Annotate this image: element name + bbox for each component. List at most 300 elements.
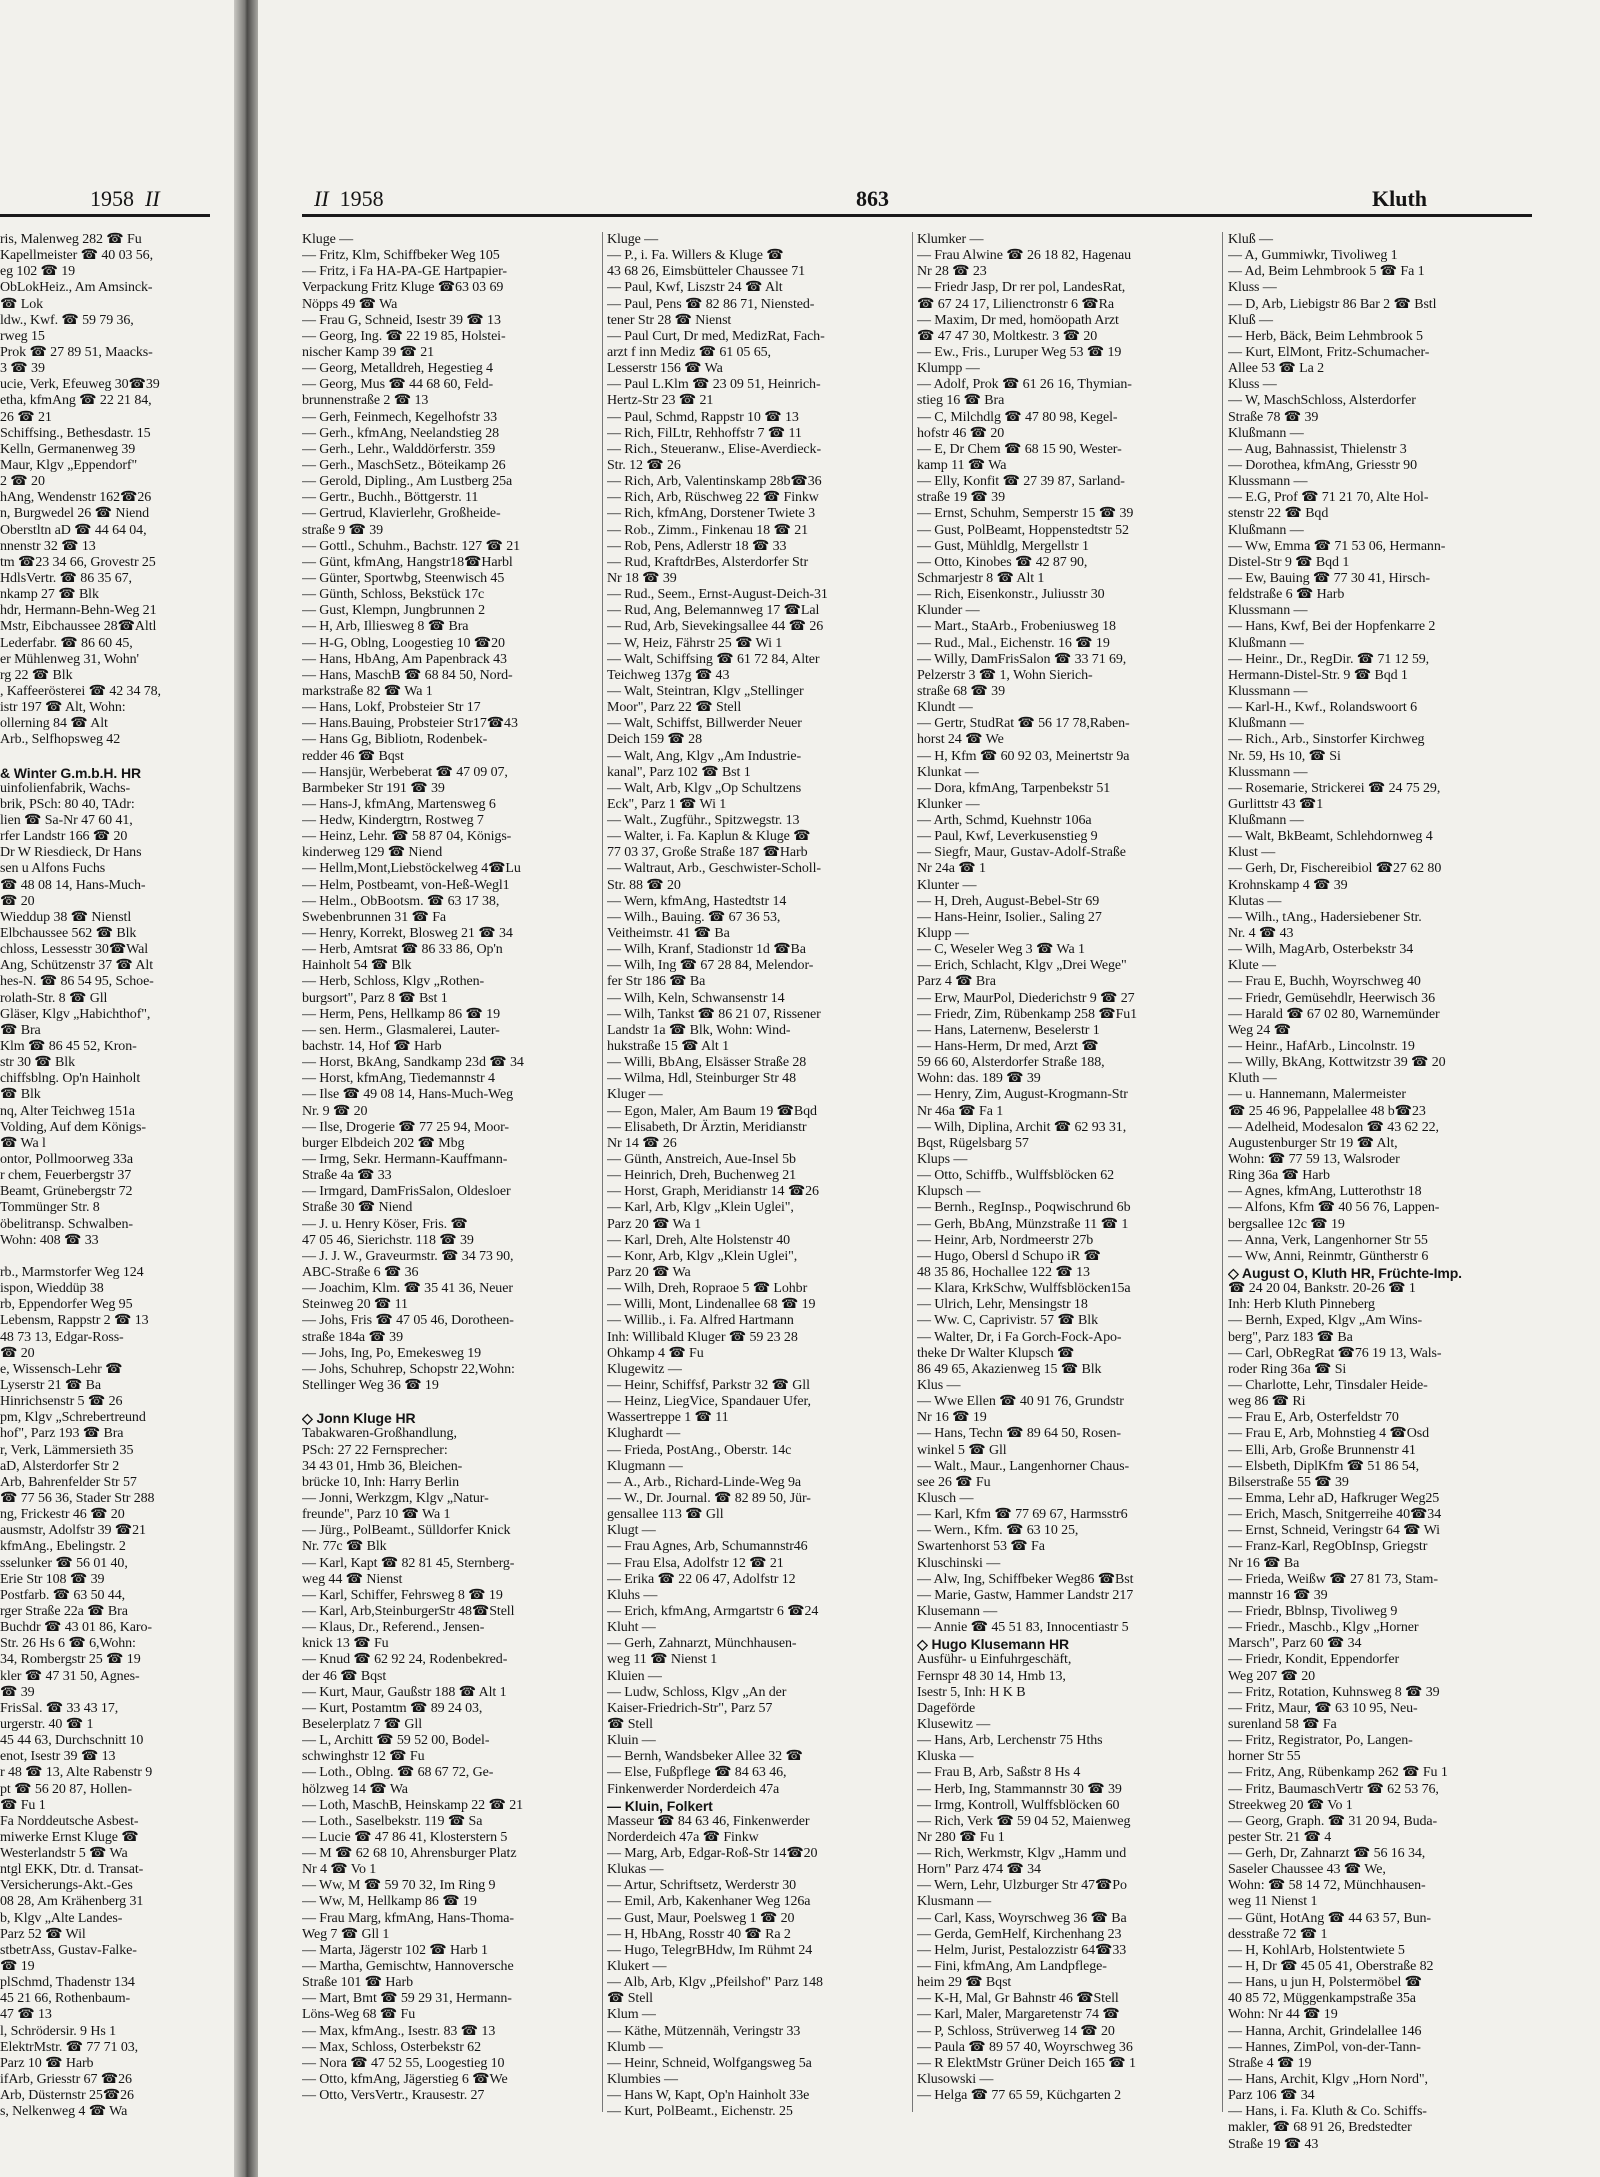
directory-entry-line: Kluhs — (607, 1587, 658, 1603)
directory-entry-line: Inh: Herb Kluth Pinneberg (1228, 1297, 1375, 1313)
directory-entry-line: — Klara, KrkSchw, Wulffsblöcken15a (917, 1281, 1131, 1297)
directory-entry-line: Mstr, Eibchaussee 28☎Altl (0, 619, 157, 635)
directory-entry-line: — Anna, Verk, Langenhorner Str 55 (1228, 1232, 1428, 1248)
directory-entry-line: — Arth, Schmd, Kuehnstr 106a (917, 813, 1092, 829)
left-column-text (0, 232, 228, 2120)
directory-entry-line: Klute — (1228, 958, 1276, 974)
book-gutter (234, 0, 258, 2177)
directory-entry-line: Teichweg 137g ☎ 43 (607, 667, 730, 683)
directory-entry-line: Ang, Schützenstr 37 ☎ Alt (0, 958, 153, 974)
directory-entry-line: r 48 ☎ 13, Alte Rabenstr 9 (0, 1765, 153, 1781)
directory-entry-line: Tabakwaren-Großhandlung, (302, 1426, 457, 1442)
directory-entry-line: ☎ 25 46 96, Pappelallee 48 b☎23 (1228, 1103, 1426, 1119)
directory-entry-line: — Wern., Kfm. ☎ 63 10 25, (917, 1523, 1079, 1539)
directory-entry-line: — Herb, Bäck, Beim Lehmbrook 5 (1228, 328, 1423, 344)
directory-entry-line: hdr, Hermann-Behn-Weg 21 (0, 603, 157, 619)
directory-entry-line: ☎ Stell (607, 1991, 653, 2007)
directory-entry-line: — Rud., Seem., Ernst-August-Deich-31 (607, 587, 828, 603)
directory-entry-line: ollerning 84 ☎ Alt (0, 716, 108, 732)
directory-entry-line: Wohn: das. 189 ☎ 39 (917, 1071, 1041, 1087)
directory-column-1 (302, 232, 598, 2104)
directory-entry-line: — Alfons, Kfm ☎ 40 56 76, Lappen- (1228, 1200, 1440, 1216)
directory-entry-line: str 30 ☎ Blk (0, 1055, 75, 1071)
directory-entry-line: Gurlittstr 43 ☎1 (1228, 796, 1324, 812)
directory-entry-line: Klumbies — (607, 2072, 678, 2088)
directory-entry-line: — Georg, Ing. ☎ 22 19 85, Holstei- (302, 328, 506, 344)
directory-entry-line: rb., Marmstorfer Weg 124 (0, 1265, 144, 1280)
directory-entry-line: — Heinz, LiegVice, Spandauer Ufer, (607, 1394, 811, 1410)
directory-entry-line: — J. u. Henry Köser, Fris. ☎ (302, 1216, 468, 1232)
directory-entry-line: — C, Milchdlg ☎ 47 80 98, Kegel- (917, 409, 1118, 425)
directory-entry-line: e, Wissensch-Lehr ☎ (0, 1361, 123, 1377)
directory-entry-line: pester Str. 21 ☎ 4 (1228, 1829, 1332, 1845)
directory-entry-line: ElektrMstr. ☎ 77 71 03, (0, 2039, 139, 2055)
directory-entry-line: Klunder — (917, 603, 980, 619)
directory-entry-line: Wassertreppe 1 ☎ 11 (607, 1410, 729, 1426)
directory-entry-line: Weg 7 ☎ Gll 1 (302, 1926, 390, 1942)
directory-entry-line: Kluht — (607, 1620, 656, 1636)
directory-entry-line: Maur, Klgv „Eppendorf" (0, 457, 138, 473)
directory-entry-line: — Jürg., PolBeamt., Sülldorfer Knick (302, 1523, 511, 1539)
directory-entry-line: Klußmann — (1228, 716, 1304, 732)
directory-entry-line: kfmAng., Ebelingstr. 2 (0, 1539, 126, 1555)
directory-entry-line (302, 1394, 598, 1410)
directory-entry-line: — Frau Alwine ☎ 26 18 82, Hagenau (917, 248, 1131, 264)
directory-entry-line: Klups — (917, 1152, 968, 1168)
directory-entry-line: — Georg, Metalldreh, Hegestieg 4 (302, 361, 493, 377)
directory-entry-line: er Mühlenweg 31, Wohn' (0, 651, 139, 667)
directory-entry-line: — Rich, FilLtr, Rehhoffstr 7 ☎ 11 (607, 425, 802, 441)
directory-entry-line: — L, Architt ☎ 59 52 00, Bodel- (302, 1733, 490, 1749)
directory-entry-line: — Joachim, Klm. ☎ 35 41 36, Neuer (302, 1281, 513, 1297)
directory-entry-line: Klupsch — (917, 1184, 981, 1200)
directory-entry-line: s, Nelkenweg 4 ☎ Wa (0, 2104, 128, 2120)
directory-entry-line: Nr 16 ☎ Ba (1228, 1555, 1300, 1571)
directory-entry-line: sselunker ☎ 56 01 40, (0, 1555, 128, 1571)
directory-entry-line: — Gust, Maur, Poelsweg 1 ☎ 20 (607, 1910, 795, 1926)
directory-entry-line: — Fritz, i Fa HA-PA-GE Hartpapier- (302, 264, 507, 280)
directory-entry-line: r, Verk, Lämmersieth 35 (0, 1442, 134, 1458)
directory-column-2 (607, 232, 907, 2120)
directory-entry-line: — Frau E, Arb, Osterfeldstr 70 (1228, 1410, 1399, 1426)
directory-entry-line: — Fritz, Registrator, Po, Langen- (1228, 1733, 1413, 1749)
directory-entry-line: Beselerplatz 7 ☎ Gll (302, 1716, 423, 1732)
directory-entry-line: Klumpp — (917, 361, 980, 377)
directory-entry-line: — Rich, Verk ☎ 59 04 52, Maienweg (917, 1813, 1131, 1829)
directory-entry-line: — Hans, Lokf, Probsteier Str 17 (302, 700, 481, 716)
directory-entry-line: — Jonni, Werkzgm, Klgv „Natur- (302, 1490, 489, 1506)
directory-entry-line: — Walt., Zugführ., Spitzwegstr. 13 (607, 813, 800, 829)
directory-entry-line: fer Str 186 ☎ Ba (607, 974, 706, 990)
directory-entry-line: — W, Heiz, Fährstr 25 ☎ Wi 1 (607, 635, 783, 651)
directory-entry-line: — Rich, Werkmstr, Klgv „Hamm und (917, 1846, 1127, 1862)
directory-entry-line: hes-N. ☎ 86 54 95, Schoe- (0, 974, 154, 990)
directory-entry-line: nkamp 27 ☎ Blk (0, 587, 99, 603)
directory-entry-line: — Wilh, MagArb, Osterbekstr 34 (1228, 942, 1414, 958)
directory-entry-line: Eck", Parz 1 ☎ Wi 1 (607, 796, 727, 812)
directory-entry-line: Krohnskamp 4 ☎ 39 (1228, 877, 1348, 893)
directory-entry-line: — Wilh, Keln, Schwansenstr 14 (607, 990, 785, 1006)
directory-entry-line: Kapellmeister ☎ 40 03 56, (0, 248, 153, 264)
directory-entry-line: Klunter — (917, 877, 977, 893)
directory-entry-line: ☎ 20 (0, 1345, 35, 1361)
directory-entry-line: — Gust, Mühldlg, Mergellstr 1 (917, 538, 1089, 554)
directory-entry-line: Allee 53 ☎ La 2 (1228, 361, 1325, 377)
directory-entry-line: — Frau E, Arb, Mohnstieg 4 ☎Osd (1228, 1426, 1430, 1442)
directory-entry-line: Moor", Parz 22 ☎ Stell (607, 700, 742, 716)
directory-entry-line: 43 68 26, Eimsbütteler Chaussee 71 (607, 264, 806, 280)
right-volume: II (314, 186, 329, 211)
directory-entry-line: FrisSal. ☎ 33 43 17, (0, 1700, 119, 1716)
directory-entry-line: nq, Alter Teichweg 151a (0, 1103, 135, 1119)
directory-entry-line (0, 1249, 228, 1265)
directory-entry-line: Weg 207 ☎ 20 (1228, 1668, 1316, 1684)
directory-entry-line: — Walt, Steintran, Klgv „Stellinger (607, 683, 804, 699)
directory-entry-line: Tommünger Str. 8 (0, 1200, 100, 1216)
directory-entry-line: — Gerh, Feinmech, Kegelhofstr 33 (302, 409, 498, 425)
directory-entry-line: Masseur ☎ 84 63 46, Finkenwerder (607, 1813, 810, 1829)
directory-entry-line: — Karl-H., Kwf., Rolandswoort 6 (1228, 700, 1417, 716)
directory-entry-line: — E.G, Prof ☎ 71 21 70, Alte Hol- (1228, 490, 1429, 506)
directory-entry-line: — Walt, Schiffst, Billwerder Neuer (607, 716, 802, 732)
directory-entry-line: 48 35 86, Hochallee 122 ☎ 13 (917, 1265, 1090, 1280)
directory-entry-line: Norderdeich 47a ☎ Finkw (607, 1829, 759, 1845)
directory-entry-line: — Gust, PolBeamt, Hoppenstedtstr 52 (917, 522, 1129, 538)
directory-entry-line: winkel 5 ☎ Gll (917, 1442, 1007, 1458)
directory-entry-line: ☎ 20 (0, 893, 35, 909)
directory-entry-line: — Paula ☎ 89 57 40, Woyrschweg 36 (917, 2039, 1133, 2055)
directory-entry-line: Lesserstr 156 ☎ Wa (607, 361, 723, 377)
directory-entry-line: ng, Frickestr 46 ☎ 20 (0, 1507, 125, 1523)
directory-entry-line: — Paul L.Klm ☎ 23 09 51, Heinrich- (607, 377, 821, 393)
directory-entry-line: Klugewitz — (607, 1361, 682, 1377)
directory-entry-line: — Walt, Arb, Klgv „Op Schultzens (607, 780, 802, 796)
directory-entry-line: — Karl, Arb,SteinburgerStr 48☎Stell (302, 1603, 515, 1619)
directory-entry-line: — Hedw, Kindergtrn, Rostweg 7 (302, 813, 484, 829)
directory-entry-line: Ausführ- u Einfuhrgeschäft, (917, 1652, 1072, 1668)
directory-entry-line: chloss, Lessesstr 30☎Wal (0, 942, 149, 958)
directory-entry-line: etha, kfmAng ☎ 22 21 84, (0, 393, 152, 409)
directory-entry-line: — Wilh., Bauing. ☎ 67 36 53, (607, 909, 781, 925)
directory-entry-line: — Rich, Arb, Rüschweg 22 ☎ Finkw (607, 490, 819, 506)
directory-entry-line: Kluien — (607, 1668, 662, 1684)
directory-entry-line: — A, Gummiwkr, Tivoliweg 1 (1228, 248, 1398, 264)
directory-entry-line: 40 85 72, Müggenkampstraße 35a (1228, 1991, 1416, 2007)
directory-entry-line: tener Str 28 ☎ Nienst (607, 312, 732, 328)
directory-entry-line: — Erw, MaurPol, Diederichstr 9 ☎ 27 (917, 990, 1135, 1006)
directory-entry-line: — Siegfr, Maur, Gustav-Adolf-Straße (917, 845, 1126, 861)
directory-entry-line: — Helm, Postbeamt, von-Heß-Wegl1 (302, 877, 510, 893)
directory-entry-line: — Heinr., HafArb., Lincolnstr. 19 (1228, 1039, 1415, 1055)
directory-entry-line: Klussmann — (1228, 603, 1308, 619)
directory-entry-line: — Dorothea, kfmAng, Griesstr 90 (1228, 457, 1417, 473)
directory-entry-line: — Hans, MaschB ☎ 68 84 50, Nord- (302, 667, 513, 683)
directory-entry-line: — Friedr, Bblnsp, Tivoliweg 9 (1228, 1603, 1398, 1619)
directory-entry-line: Hermann-Distel-Str. 9 ☎ Bqd 1 (1228, 667, 1408, 683)
directory-entry-line: — Friedr, Kondit, Eppendorfer (1228, 1652, 1400, 1668)
directory-entry-line: 45 21 66, Rothenbaum- (0, 1991, 131, 2007)
directory-entry-line: miwerke Ernst Kluge ☎ (0, 1829, 139, 1845)
directory-entry-line: Versicherungs-Akt.-Ges (0, 1878, 133, 1894)
directory-entry-line: Klukas — (607, 1862, 664, 1878)
directory-entry-line: weg 11 ☎ Nienst 1 (607, 1652, 718, 1668)
directory-entry-line: Elbchaussee 562 ☎ Blk (0, 926, 137, 942)
directory-entry-line: — Rud, Arb, Sievekingsallee 44 ☎ 26 (607, 619, 824, 635)
directory-entry-line: — Willy, BkAng, Kottwitzstr 39 ☎ 20 (1228, 1055, 1446, 1071)
directory-entry-line: — C, Weseler Weg 3 ☎ Wa 1 (917, 942, 1085, 958)
directory-entry-line: — Marta, Jägerstr 102 ☎ Harb 1 (302, 1942, 488, 1958)
directory-entry-line: Parz 4 ☎ Bra (917, 974, 996, 990)
directory-entry-line: — H, Kfm ☎ 60 92 03, Meinertstr 9a (917, 748, 1130, 764)
directory-entry-line: redder 46 ☎ Bqst (302, 748, 404, 764)
directory-entry-line: — Walter, i. Fa. Kaplun & Kluge ☎ (607, 829, 811, 845)
directory-entry-line: Löns-Weg 68 ☎ Fu (302, 2007, 416, 2023)
directory-entry-line: — Rob, Pens, Adlerstr 18 ☎ 33 (607, 538, 787, 554)
directory-entry-line: Schmarjestr 8 ☎ Alt 1 (917, 570, 1045, 586)
directory-entry-line: ◇ August O, Kluth HR, Früchte-Imp. (1228, 1265, 1462, 1281)
directory-entry-line: — Ludw, Schloss, Klgv „An der (607, 1684, 787, 1700)
directory-entry-line: Postfarb. ☎ 63 50 44, (0, 1587, 126, 1603)
directory-entry-line: — Paul, Schmd, Rappstr 10 ☎ 13 (607, 409, 799, 425)
directory-entry-line: — Helm., ObBootsm. ☎ 63 17 38, (302, 893, 500, 909)
directory-entry-line: — Günth, Anstreich, Aue-Insel 5b (607, 1152, 796, 1168)
directory-entry-line: — Helm, Jurist, Pestalozzistr 64☎33 (917, 1942, 1127, 1958)
directory-entry-line: Swebenbrunnen 31 ☎ Fa (302, 909, 447, 925)
directory-entry-line: — Hans, u jun H, Polstermöbel ☎ (1228, 1975, 1422, 1991)
directory-entry-line: Klussmann — (1228, 474, 1308, 490)
directory-entry-line: theke Dr Walter Klupsch ☎ (917, 1345, 1075, 1361)
directory-entry-line (0, 749, 228, 765)
directory-entry-line: — Fritz, Rotation, Kuhnsweg 8 ☎ 39 (1228, 1684, 1440, 1700)
directory-entry-line: Klukert — (607, 1959, 667, 1975)
directory-entry-line: — Karl, Arb, Klgv „Klein Uglei", (607, 1200, 794, 1216)
directory-entry-line: — Knud ☎ 62 92 24, Rodenbekred- (302, 1652, 508, 1668)
directory-entry-line: — Gertr., Buchh., Böttgerstr. 11 (302, 490, 479, 506)
directory-entry-line: — Herm, Pens, Hellkamp 86 ☎ 19 (302, 1006, 500, 1022)
directory-entry-line: nnenstr 32 ☎ 13 (0, 538, 96, 554)
directory-entry-line: 2 ☎ 20 (0, 474, 45, 490)
column-divider (1222, 232, 1223, 2112)
directory-entry-line: Landstr 1a ☎ Blk, Wohn: Wind- (607, 1022, 791, 1038)
directory-entry-line: Kluge — (607, 232, 659, 247)
directory-entry-line: Kaiser-Friedrich-Str", Parz 57 (607, 1700, 773, 1716)
directory-entry-line: Parz 52 ☎ Wil (0, 1926, 86, 1942)
right-page-header-left (314, 186, 384, 212)
directory-entry-line: — Mart., StaArb., Frobeniusweg 18 (917, 619, 1116, 635)
directory-entry-line: — Max, Schloss, Osterbekstr 62 (302, 2039, 481, 2055)
directory-entry-line: Dr W Riesdieck, Dr Hans (0, 845, 142, 861)
directory-entry-line: Barmbeker Str 191 ☎ 39 (302, 780, 445, 796)
directory-entry-line: — Adelheid, Modesalon ☎ 43 62 22, (1228, 1119, 1439, 1135)
directory-entry-line: ABC-Straße 6 ☎ 36 (302, 1265, 419, 1280)
directory-entry-line: — Max, kfmAng., Isestr. 83 ☎ 13 (302, 2023, 496, 2039)
directory-entry-line: Inh: Willibald Kluger ☎ 59 23 28 (607, 1329, 798, 1345)
directory-entry-line: roder Ring 36a ☎ Si (1228, 1361, 1347, 1377)
directory-entry-line: — W, MaschSchloss, Alsterdorfer (1228, 393, 1416, 409)
directory-entry-line: 34 43 01, Hmb 36, Bleichen- (302, 1458, 463, 1474)
directory-entry-line: — H-G, Oblng, Loogestieg 10 ☎20 (302, 635, 505, 651)
directory-entry-line: Klughardt — (607, 1426, 681, 1442)
directory-entry-line: Str. 26 Hs 6 ☎ 6,Wohn: (0, 1636, 136, 1652)
directory-entry-line: — Fritz, Ang, Rübenkamp 262 ☎ Fu 1 (1228, 1765, 1448, 1781)
directory-entry-line: ◇ Hugo Klusemann HR (917, 1636, 1069, 1653)
directory-entry-line: weg 44 ☎ Nienst (302, 1571, 403, 1587)
directory-entry-line: horner Str 55 (1228, 1749, 1301, 1765)
directory-entry-line: — Herb, Schloss, Klgv „Rothen- (302, 974, 485, 990)
directory-entry-line: — Bernh., RegInsp., Poqwischrund 6b (917, 1200, 1131, 1216)
directory-entry-line: — Marg, Arb, Edgar-Roß-Str 14☎20 (607, 1846, 818, 1862)
directory-entry-line: hof", Parz 193 ☎ Bra (0, 1426, 124, 1442)
directory-entry-line: Prok ☎ 27 89 51, Maacks- (0, 344, 153, 360)
directory-entry-line: Klundt — (917, 700, 973, 716)
directory-entry-line: Kluschinski — (917, 1555, 1001, 1571)
left-year: 1958 (90, 186, 134, 211)
directory-entry-line: gensallee 113 ☎ Gll (607, 1507, 724, 1523)
directory-entry-line: Augustenburger Str 19 ☎ Alt, (1228, 1135, 1398, 1151)
directory-entry-line: 77 03 37, Große Straße 187 ☎Harb (607, 845, 808, 861)
directory-entry-line: — Hans W, Kapt, Op'n Hainholt 33e (607, 2088, 810, 2104)
directory-entry-line: Nr. 9 ☎ 20 (302, 1103, 368, 1119)
directory-entry-line: — Paul, Kwf, Leverkusenstieg 9 (917, 829, 1098, 845)
directory-entry-line: Buchdr ☎ 43 01 86, Karo- (0, 1620, 152, 1636)
directory-entry-line: ☎ 39 (0, 1684, 35, 1700)
directory-entry-line: Lebensm, Rappstr 2 ☎ 13 (0, 1313, 149, 1329)
directory-entry-line: Straße 101 ☎ Harb (302, 1975, 413, 1991)
directory-entry-line: Schiffsing., Bethesdastr. 15 (0, 425, 151, 441)
directory-entry-line: rg 22 ☎ Blk (0, 667, 73, 683)
column-divider (602, 232, 603, 2112)
directory-entry-line: stenstr 22 ☎ Bqd (1228, 506, 1329, 522)
directory-entry-line: — Fini, kfmAng, Am Landpflege- (917, 1959, 1107, 1975)
directory-entry-line: Nr 280 ☎ Fu 1 (917, 1829, 1005, 1845)
directory-entry-line: Ohkamp 4 ☎ Fu (607, 1345, 704, 1361)
directory-entry-line: — Gottl., Schuhm., Bachstr. 127 ☎ 21 (302, 538, 521, 554)
directory-entry-line: Nöpps 49 ☎ Wa (302, 296, 398, 312)
directory-entry-line: berg", Parz 183 ☎ Ba (1228, 1329, 1353, 1345)
directory-entry-line: — Hans, Laternenw, Beselerstr 1 (917, 1022, 1100, 1038)
directory-entry-line: — Ernst, Schuhm, Semperstr 15 ☎ 39 (917, 506, 1134, 522)
directory-entry-line: — Ilse, Drogerie ☎ 77 25 94, Moor- (302, 1119, 509, 1135)
directory-entry-line: Straße 4 ☎ 19 (1228, 2055, 1312, 2071)
directory-entry-line: Klum — (607, 2007, 656, 2023)
directory-entry-line: Arb., Selfhopsweg 42 (0, 732, 121, 748)
directory-entry-line: Klumker — (917, 232, 984, 247)
directory-entry-line: — Ernst, Schneid, Veringstr 64 ☎ Wi (1228, 1523, 1440, 1539)
directory-entry-line: — Ew., Fris., Luruper Weg 53 ☎ 19 (917, 344, 1122, 360)
directory-entry-line: Bqst, Rügelsbarg 57 (917, 1135, 1029, 1151)
directory-entry-line: — Wilh, Ing ☎ 67 28 84, Melendor- (607, 958, 814, 974)
directory-entry-line: Swartenhorst 53 ☎ Fa (917, 1539, 1045, 1555)
directory-entry-line: eg 102 ☎ 19 (0, 264, 76, 280)
directory-entry-line: straße 68 ☎ 39 (917, 683, 1005, 699)
directory-entry-line: — Emma, Lehr aD, Hafkruger Weg25 (1228, 1490, 1440, 1506)
directory-entry-line: Parz 106 ☎ 34 (1228, 2088, 1315, 2104)
directory-entry-line: — Wern, kfmAng, Hastedtstr 14 (607, 893, 787, 909)
directory-entry-line: HdlsVertr. ☎ 86 35 67, (0, 570, 132, 586)
directory-entry-line: Horn" Parz 474 ☎ 34 (917, 1862, 1041, 1878)
directory-entry-line: — Gerh, Zahnarzt, Münchhausen- (607, 1636, 797, 1652)
directory-entry-line: uinfolienfabrik, Wachs- (0, 780, 131, 796)
directory-entry-line: — Frau Agnes, Arb, Schumannstr46 (607, 1539, 808, 1555)
directory-entry-line: Klußmann — (1228, 522, 1304, 538)
directory-entry-line: — Karl, Kapt ☎ 82 81 45, Sternberg- (302, 1555, 515, 1571)
directory-entry-line: Erie Str 108 ☎ 39 (0, 1571, 105, 1587)
directory-entry-line: — D, Arb, Liebigstr 86 Bar 2 ☎ Bstl (1228, 296, 1437, 312)
directory-entry-line: heim 29 ☎ Bqst (917, 1975, 1012, 1991)
directory-entry-line: — Hans, i. Fa. Kluth & Co. Schiffs- (1228, 2104, 1427, 2120)
directory-entry-line: Kluska — (917, 1749, 974, 1765)
directory-entry-line: Nr 16 ☎ 19 (917, 1410, 987, 1426)
directory-entry-line: ispon, Wieddüp 38 (0, 1281, 104, 1297)
directory-entry-line: , Kaffeerösterei ☎ 42 34 78, (0, 683, 161, 699)
directory-entry-line: Str. 88 ☎ 20 (607, 877, 681, 893)
directory-entry-line: ☎ Stell (607, 1716, 653, 1732)
directory-entry-line: — Emil, Arb, Kakenhaner Weg 126a (607, 1894, 811, 1910)
directory-entry-line: tm ☎23 34 66, Grovestr 25 (0, 554, 156, 570)
directory-entry-line: ris, Malenweg 282 ☎ Fu (0, 232, 142, 247)
directory-entry-line: schwinghstr 12 ☎ Fu (302, 1749, 425, 1765)
directory-entry-line: hAng, Wendenstr 162☎26 (0, 490, 152, 506)
directory-entry-line: — Gerh, BbAng, Münzstraße 11 ☎ 1 (917, 1216, 1129, 1232)
directory-entry-line: rolath-Str. 8 ☎ Gll (0, 990, 108, 1006)
directory-entry-line: — Walt., Maur., Langenhorner Chaus- (917, 1458, 1130, 1474)
directory-entry-line: surenland 58 ☎ Fa (1228, 1716, 1337, 1732)
directory-entry-line: — Fritz, Maur, ☎ 63 10 95, Neu- (1228, 1700, 1418, 1716)
directory-entry-line: — Rud., Mal., Eichenstr. 16 ☎ 19 (917, 635, 1110, 651)
directory-entry-line: Streekweg 20 ☎ Vo 1 (1228, 1797, 1353, 1813)
directory-entry-line: see 26 ☎ Fu (917, 1474, 991, 1490)
directory-entry-line: — Günt, kfmAng, Hangstr18☎Harbl (302, 554, 513, 570)
directory-entry-line: — Nora ☎ 47 52 55, Loogestieg 10 (302, 2055, 505, 2071)
directory-entry-line: — Gerh., kfmAng, Neelandstieg 28 (302, 425, 500, 441)
directory-entry-line: burgsort", Parz 8 ☎ Bst 1 (302, 990, 448, 1006)
directory-column-4 (1228, 232, 1528, 2153)
directory-entry-line: — Aug, Bahnassist, Thielenstr 3 (1228, 441, 1407, 457)
directory-entry-line: 08 28, Am Krähenberg 31 (0, 1894, 144, 1910)
directory-entry-line: — H, KohlArb, Holstentwiete 5 (1228, 1942, 1405, 1958)
directory-entry-line: Klumb — (607, 2039, 663, 2055)
directory-entry-line: — Carl, Kass, Woyrschweg 36 ☎ Ba (917, 1910, 1127, 1926)
directory-entry-line: — P, Schloss, Strüverweg 14 ☎ 20 (917, 2023, 1115, 2039)
directory-entry-line: — Wilma, Hdl, Steinburger Str 48 (607, 1071, 796, 1087)
directory-entry-line: — Käthe, Mützennäh, Veringstr 33 (607, 2023, 801, 2039)
directory-entry-line: — Otto, Schiffb., Wulffsblöcken 62 (917, 1168, 1115, 1184)
directory-entry-line: — Ww, M, Hellkamp 86 ☎ 19 (302, 1894, 477, 1910)
directory-entry-line: kamp 11 ☎ Wa (917, 457, 1007, 473)
page-number: 863 (856, 186, 889, 211)
directory-column-3 (917, 232, 1217, 2104)
directory-entry-line: — Wern, Lehr, Ulzburger Str 47☎Po (917, 1878, 1127, 1894)
directory-entry-line: — Bernh, Wandsbeker Allee 32 ☎ (607, 1749, 803, 1765)
directory-entry-line: — Rosemarie, Strickerei ☎ 24 75 29, (1228, 780, 1441, 796)
directory-entry-line: — Johs, Fris ☎ 47 05 46, Dorotheen- (302, 1313, 514, 1329)
directory-entry-line: Klußmann — (1228, 425, 1304, 441)
directory-entry-line: öbelitransp. Schwalben- (0, 1216, 133, 1232)
directory-entry-line: — Frau Marg, kfmAng, Hans-Thoma- (302, 1910, 514, 1926)
left-volume: II (145, 186, 160, 211)
directory-entry-line: — Adolf, Prok ☎ 61 26 16, Thymian- (917, 377, 1132, 393)
directory-entry-line: — Walt, BkBeamt, Schlehdornweg 4 (1228, 829, 1433, 845)
directory-entry-line: — Otto, VersVertr., Krausestr. 27 (302, 2088, 485, 2104)
directory-entry-line: n, Burgwedel 26 ☎ Niend (0, 506, 150, 522)
directory-entry-line: ☎ 77 56 36, Stader Str 288 (0, 1490, 155, 1506)
directory-entry-line: — Hans-Herm, Dr med, Arzt ☎ (917, 1039, 1099, 1055)
directory-entry-line: Nr. 77c ☎ Blk (302, 1539, 387, 1555)
directory-entry-line: aD, Alsterdorfer Str 2 (0, 1458, 120, 1474)
directory-entry-line: Nr 24a ☎ 1 (917, 861, 986, 877)
directory-entry-line: brücke 10, Inh: Harry Berlin (302, 1474, 459, 1490)
directory-entry-line: Nr 18 ☎ 39 (607, 570, 677, 586)
